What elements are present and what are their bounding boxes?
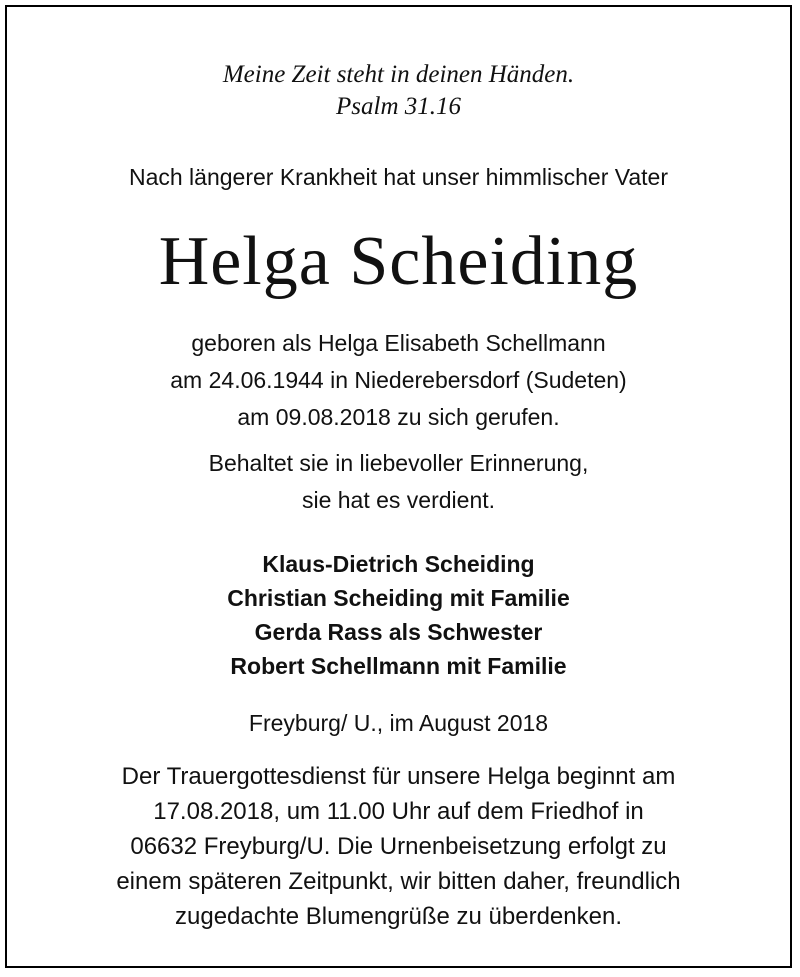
birth-line: am 24.06.1944 in Niederebersdorf (Sudeten) [170,367,627,393]
mourner-name: Klaus-Dietrich Scheiding [262,551,535,577]
birth-line: am 09.08.2018 zu sich gerufen. [237,404,560,430]
memory-line: Behaltet sie in liebevoller Erinnerung, [208,450,589,476]
memory-line: sie hat es verdient. [301,487,496,513]
place-date-line: Freyburg/ U., im August 2018 [248,710,549,736]
birth-line: geboren als Helga Elisabeth Schellmann [191,330,606,356]
intro-line: Nach längerer Krankheit hat unser himmlischer Vater [128,164,669,190]
memory-text [7,445,790,519]
service-line: Der Trauergottesdienst für unsere Helga beginnt am [121,763,676,790]
service-info [7,759,790,934]
intro-text [7,159,790,195]
mourner-name: Robert Schellmann mit Familie [230,653,567,679]
quote-source: Psalm 31.16 [336,93,461,120]
mourner-name: Gerda Rass als Schwester [254,619,543,645]
birth-details [7,325,790,436]
mourner-name: Christian Scheiding mit Familie [227,585,570,611]
quote-text: Meine Zeit steht in deinen Händen. [222,61,575,88]
bible-quote [7,59,790,123]
service-line: 06632 Freyburg/U. Die Urnenbeisetzung erfolgt zu [130,833,667,860]
service-line: 17.08.2018, um 11.00 Uhr auf dem Friedhof in [153,798,644,825]
service-line: einem späteren Zeitpunkt, wir bitten daher, freundlich [116,868,681,895]
mourners-list [7,547,790,683]
obituary-frame [5,5,792,968]
service-line: zugedachte Blumengrüße zu überdenken. [175,903,622,930]
place-date [7,705,790,741]
deceased-name: Helga Scheiding [158,223,639,300]
